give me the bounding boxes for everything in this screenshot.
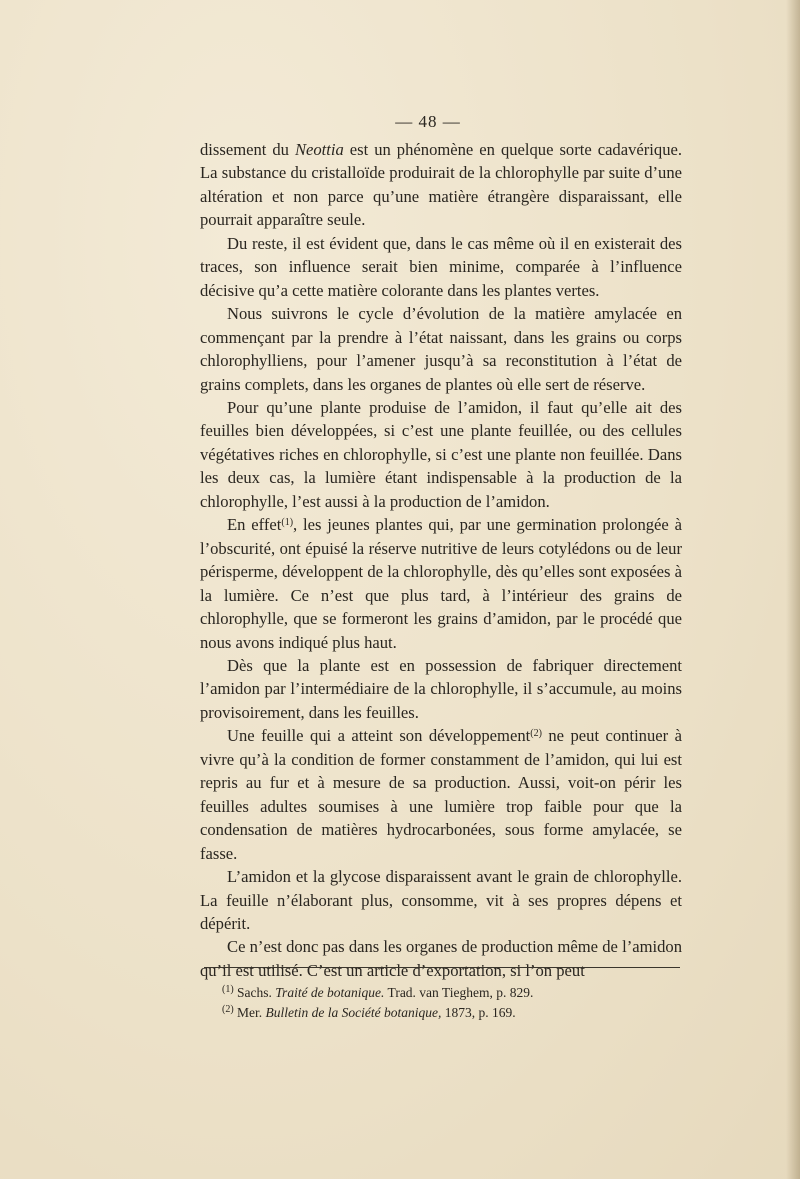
paragraph bbox=[200, 232, 682, 302]
page-edge-shadow bbox=[786, 0, 800, 1179]
paragraph bbox=[200, 654, 682, 724]
text-span: Pour qu’une plante produise de l’amidon, il faut qu’elle ait des feuilles bien développées, si c’est une plante feuillée, ou des cellules végétatives riches en chlorophylle, si c’est une plante non feuillée. Dans les deux cas, la lumière étant indispensable à la production de la chlorophylle, l’est aussi à la production de l’amidon. bbox=[200, 397, 682, 511]
footnote-divider bbox=[204, 967, 680, 968]
paragraph bbox=[200, 302, 682, 396]
footnote-ref[interactable]: (2) bbox=[530, 728, 542, 740]
paragraph bbox=[200, 724, 682, 865]
paragraph bbox=[200, 138, 682, 232]
text-span: Trad. van Tieghem, p. 829. bbox=[384, 985, 534, 1000]
footnote-marker: (2) bbox=[222, 1004, 234, 1015]
footnote bbox=[222, 983, 682, 1003]
paragraph bbox=[200, 513, 682, 654]
book-title-italic: Traité de botanique. bbox=[275, 985, 385, 1000]
footnote bbox=[222, 1003, 682, 1023]
text-span: 1873, p. 169. bbox=[441, 1005, 516, 1020]
text-span: ne peut continuer à vivre qu’à la condition de former constamment de l’amidon, qui lui est repris au fur et à mesure de sa production. Aussi, voit-on périr les feuilles adultes soumises à une lumière trop faible pour que la condensation de matières hydrocarbonées, sous forme amylacée, se fasse. bbox=[200, 726, 682, 863]
text-span: L’amidon et la glycose disparaissent avant le grain de chlorophylle. La feuille n’élaborant plus, consomme, vit à ses propres dépens et dépérit. bbox=[200, 867, 682, 933]
text-span: Nous suivrons le cycle d’évolution de la matière amylacée en commençant par la prendre à l’état naissant, dans les grains ou corps chlorophylliens, pour l’amener jusqu’à sa reconstitution à l’état de grains complets, dans les organes de plantes où elle sert de réserve. bbox=[200, 304, 682, 394]
paragraph bbox=[200, 396, 682, 513]
text-span: Mer. bbox=[233, 1005, 266, 1020]
text-span: Ce n’est donc pas dans les organes de production même de l’amidon qu’il est utilisé. C’est un article d’exportation, si l’on peut bbox=[200, 937, 682, 980]
body-text bbox=[200, 138, 682, 982]
text-span: est un phénomène en quelque sorte cadavérique. La substance du cristalloïde produirait de la chlorophylle par suite d’une altération et non parce qu’une matière étrangère disparaissant, elle pourrait apparaître seule. bbox=[200, 140, 683, 230]
journal-title-italic: Bulletin de la Société botanique, bbox=[265, 1005, 442, 1020]
text-span: , les jeunes plantes qui, par une germination prolongée à l’obscurité, ont épuisé la réserve nutritive de leurs cotylédons ou de leur périsperme, développent de la chlorophylle, dès qu’elles sont exposées à la lumière. Ce n’est que plus tard, à l’intérieur des grains de chlorophylle, que se formeront les grains d’amidon, par le procédé que nous avons indiqué plus haut. bbox=[200, 515, 682, 652]
text-span: En effet bbox=[227, 515, 282, 535]
footnote-ref[interactable]: (1) bbox=[281, 517, 294, 529]
text-span: Du reste, il est évident que, dans le cas même où il en existerait des traces, son influence serait bien minime, comparée à l’influence décisive qu’a cette matière colorante dans les plantes vertes. bbox=[200, 233, 682, 300]
footnotes bbox=[222, 983, 682, 1023]
paragraph bbox=[200, 935, 682, 982]
page-number: — 48 — bbox=[395, 112, 461, 131]
text-span: Dès que la plante est en possession de fabriquer directement l’amidon par l’intermédiaire de la chlorophylle, il s’accumule, au moins provisoirement, dans les feuilles. bbox=[200, 655, 682, 722]
paragraph bbox=[200, 865, 682, 935]
species-name-italic: Neottia bbox=[294, 140, 344, 159]
footnote-marker: (1) bbox=[222, 984, 234, 995]
text-span: Sachs. bbox=[233, 985, 276, 1000]
text-span: Une feuille qui a atteint son développement bbox=[227, 726, 531, 746]
text-span: dissement du bbox=[200, 140, 295, 159]
